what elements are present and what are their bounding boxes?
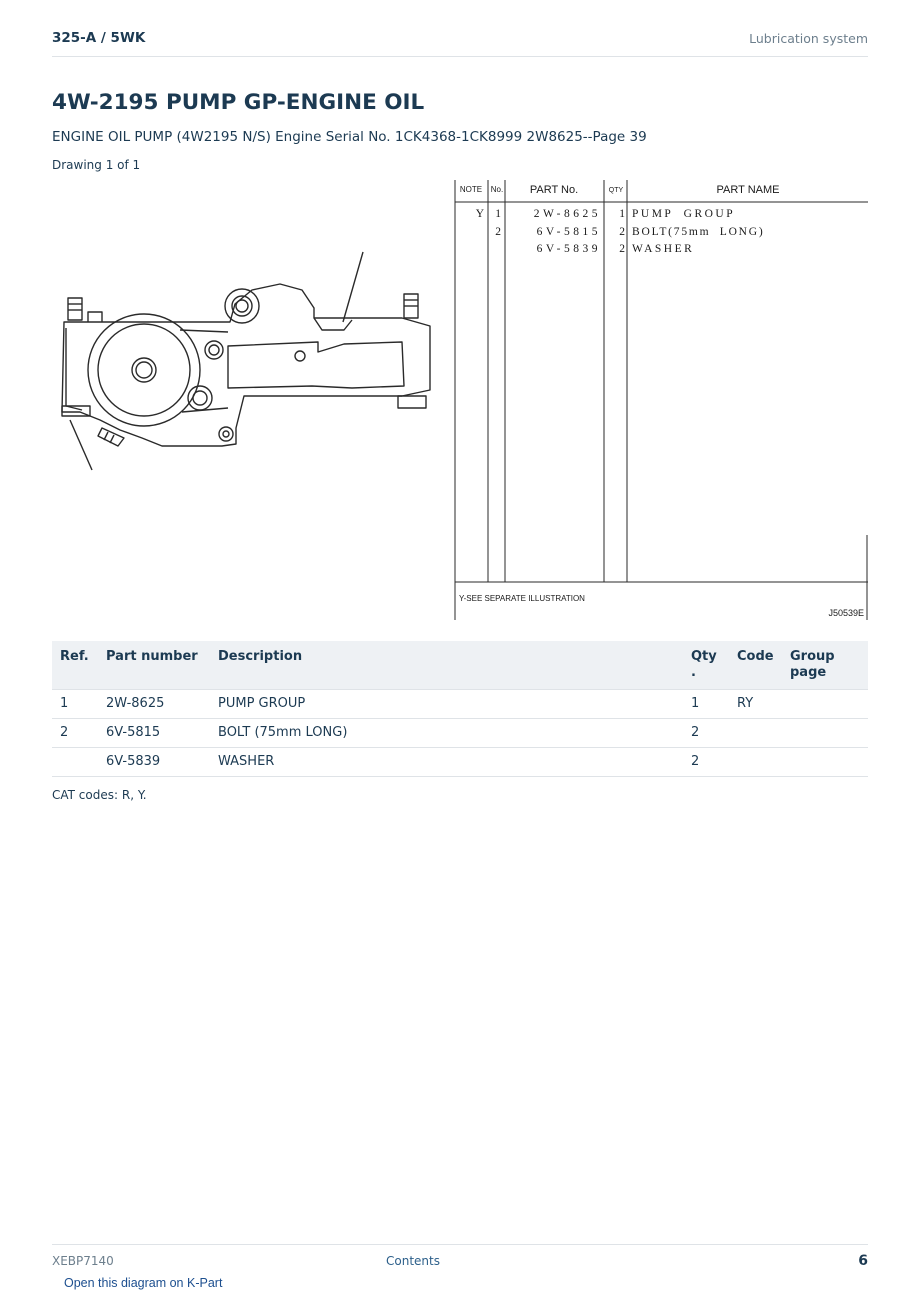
- row-ref: 2: [52, 719, 98, 748]
- open-kpart-link[interactable]: Open this diagram on K-Part: [64, 1276, 223, 1290]
- drawing-row-partno: 6V-5839: [536, 243, 601, 255]
- row-part-number: 6V-5815: [98, 719, 210, 748]
- row-ref: [52, 748, 98, 777]
- drawing-svg: [52, 180, 868, 622]
- drawing-row-note: Y: [475, 208, 484, 220]
- row-code: RY: [729, 690, 782, 719]
- row-qty: 1: [683, 690, 729, 719]
- row-ref: 1: [52, 690, 98, 719]
- drawing-label: Drawing 1 of 1: [52, 158, 141, 172]
- drawing-footnote: Y-SEE SEPARATE ILLUSTRATION: [459, 594, 585, 603]
- model-label: 325-A / 5WK: [52, 30, 146, 46]
- col-ref-header: Ref.: [52, 641, 98, 690]
- row-group-page: [782, 719, 868, 748]
- cat-codes-note: CAT codes: R, Y.: [52, 788, 147, 802]
- drawing-row-partname: BOLT(75mm LONG): [632, 226, 765, 238]
- table-row: [52, 719, 868, 748]
- drawing-row-qty: 1: [619, 208, 625, 220]
- row-group-page: [782, 748, 868, 777]
- drawing-row-partno: 6V-5815: [536, 226, 601, 238]
- drawing-header-partname: PART NAME: [716, 184, 780, 196]
- col-qty-header: Qty .: [683, 641, 729, 690]
- parts-table-header: [52, 641, 868, 690]
- parts-drawing: [52, 180, 868, 622]
- document-id: XEBP7140: [52, 1254, 114, 1268]
- col-code-header: Code: [729, 641, 782, 690]
- drawing-row-qty: 2: [619, 226, 625, 238]
- table-row: [52, 690, 868, 719]
- page-title: 4W-2195 PUMP GP-ENGINE OIL: [52, 90, 425, 115]
- row-part-number: 6V-5839: [98, 748, 210, 777]
- row-code: [729, 719, 782, 748]
- section-label: Lubrication system: [749, 31, 868, 46]
- table-row: [52, 748, 868, 777]
- drawing-header-qty: QTY: [608, 187, 624, 194]
- col-description-header: Description: [210, 641, 683, 690]
- drawing-row-no: 2: [495, 226, 501, 238]
- drawing-row-partname: PUMP GROUP: [632, 208, 736, 220]
- page-subtitle: ENGINE OIL PUMP (4W2195 N/S) Engine Serial No. 1CK4368-1CK8999 2W8625--Page 39: [52, 129, 647, 145]
- contents-link[interactable]: Contents: [386, 1254, 440, 1268]
- drawing-row-partno: 2W-8625: [533, 208, 601, 220]
- drawing-row-qty: 2: [619, 243, 625, 255]
- row-code: [729, 748, 782, 777]
- parts-table: [52, 641, 868, 777]
- col-group-page-header: Group page: [782, 641, 868, 690]
- row-qty: 2: [683, 748, 729, 777]
- drawing-header-no: No.: [490, 185, 504, 194]
- row-group-page: [782, 690, 868, 719]
- drawing-header-note: NOTE: [459, 185, 483, 194]
- drawing-code: J50539E: [828, 608, 864, 618]
- col-part-number-header: Part number: [98, 641, 210, 690]
- page-header: [52, 28, 868, 57]
- drawing-table-headers: [460, 184, 780, 196]
- drawing-header-partno: PART No.: [529, 184, 579, 196]
- drawing-row-no: 1: [495, 208, 501, 220]
- page-footer: [52, 1244, 868, 1275]
- drawing-table-rows: [476, 208, 765, 255]
- row-description: BOLT (75mm LONG): [210, 719, 683, 748]
- row-description: WASHER: [210, 748, 683, 777]
- row-qty: 2: [683, 719, 729, 748]
- page-number: 6: [858, 1253, 868, 1269]
- row-part-number: 2W-8625: [98, 690, 210, 719]
- row-description: PUMP GROUP: [210, 690, 683, 719]
- drawing-row-partname: WASHER: [632, 243, 695, 255]
- pump-illustration: [62, 252, 430, 470]
